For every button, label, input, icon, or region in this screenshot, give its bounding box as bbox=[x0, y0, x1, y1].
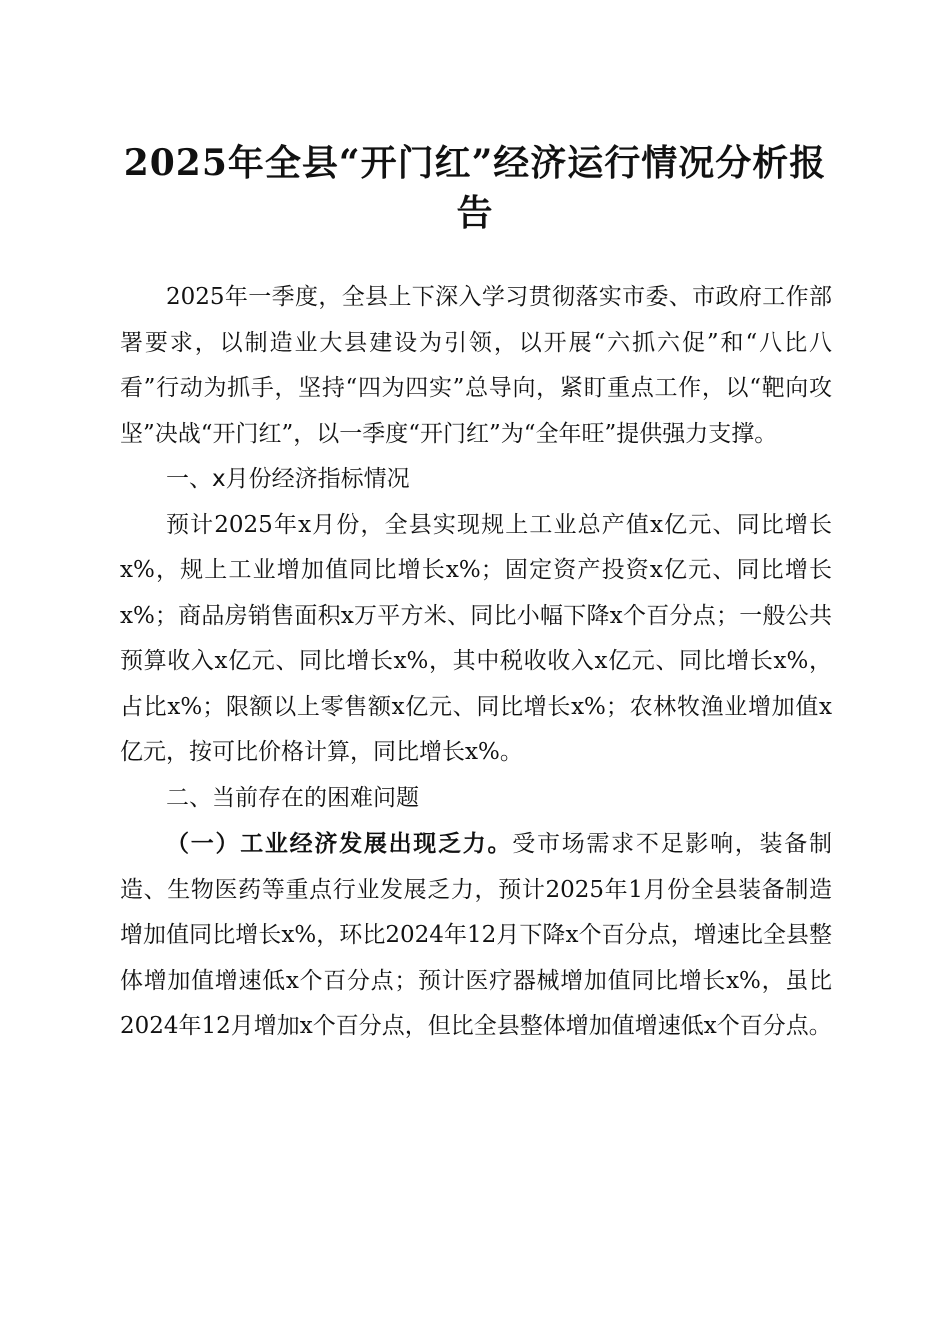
subsection-1-paragraph bbox=[120, 821, 832, 1050]
intro-paragraph: 2025年一季度，全县上下深入学习贯彻落实市委、市政府工作部署要求，以制造业大县建设为引领，以开展“六抓六促”和“八比八看”行动为抓手，坚持“四为四实”总导向，紧盯重点工作，以“靶向攻坚”决战“开门红”，以一季度“开门红”为“全年旺”提供强力支撑。 bbox=[120, 284, 832, 447]
subsection-1-lead: （一）工业经济发展出现乏力。 bbox=[166, 830, 513, 857]
document-body bbox=[120, 275, 832, 1050]
section-1-heading: 一、x月份经济指标情况 bbox=[166, 466, 410, 492]
section-2-heading: 二、当前存在的困难问题 bbox=[166, 784, 419, 811]
document-title: 2025年全县“开门红”经济运行情况分析报告 bbox=[123, 142, 827, 234]
section-1-paragraph: 预计2025年x月份，全县实现规上工业总产值x亿元、同比增长x%，规上工业增加值同比增长x%；固定资产投资x亿元、同比增长x%；商品房销售面积x万平方米、同比小幅下降x个百分点；一般公共预算收入x亿元、同比增长x%，其中税收收入x亿元、同比增长x%，占比x%；限额以上零售额x亿元、同比增长x%；农林牧渔业增加值x亿元，按可比价格计算，同比增长x%。 bbox=[120, 511, 832, 765]
subsection-1-text: 受市场需求不足影响，装备制造、生物医药等重点行业发展乏力，预计2025年1月份全县装备制造增加值同比增长x%，环比2024年12月下降x个百分点，增速比全县整体增加值增速低x个百分点；预计医疗器械增加值同比增长x%，虽比2024年12月增加x个百分点，但比全县整体增加值增速低x个百分点。 bbox=[120, 831, 833, 1039]
